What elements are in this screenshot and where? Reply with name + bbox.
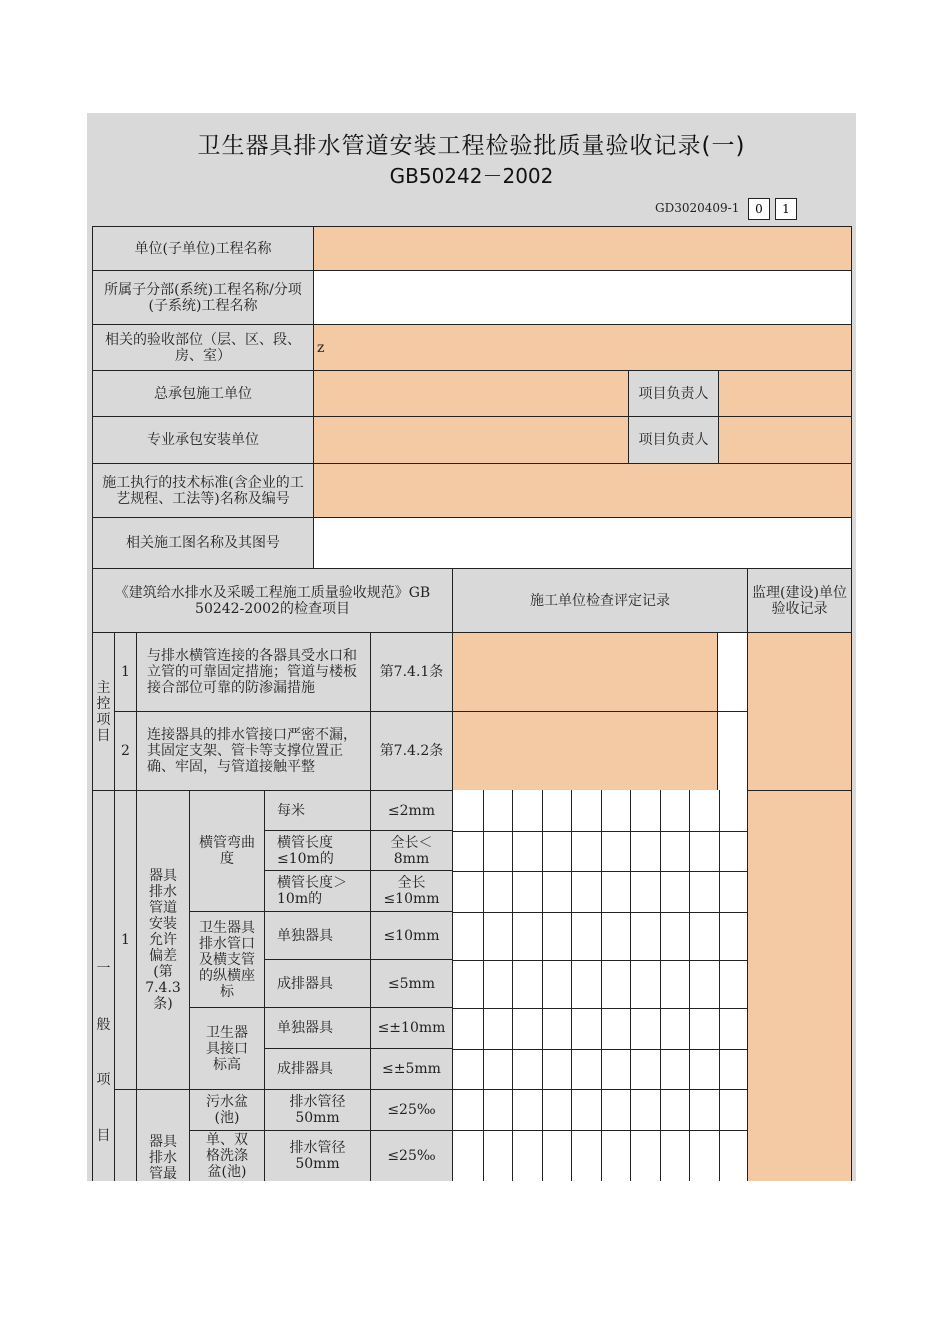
- grid-col-line: [719, 790, 720, 1181]
- row-7-value: ≤±5mm: [370, 1048, 453, 1090]
- row-2-value: 全长＜8mm: [370, 830, 453, 871]
- measurement-grid[interactable]: [452, 790, 749, 1181]
- special-contractor-input[interactable]: [313, 416, 629, 464]
- row-5-name: 成排器具: [264, 959, 371, 1008]
- row-6-name: 单独器具: [264, 1007, 371, 1049]
- row-5-value: ≤5mm: [370, 959, 453, 1008]
- grid-row-line: [453, 912, 749, 913]
- main-control-group-label: 主控项目: [92, 632, 115, 791]
- general-group-char-1: 一: [96, 961, 111, 977]
- grid-row-line: [453, 960, 749, 961]
- tech-standard-input[interactable]: [313, 463, 852, 518]
- grid-col-line: [483, 790, 484, 1181]
- main-item-2-record[interactable]: [452, 711, 718, 791]
- row-4-name: 单独器具: [264, 911, 371, 960]
- general-item-1-no: 1: [114, 790, 137, 1090]
- general-contractor-input[interactable]: [313, 370, 629, 417]
- pm-input-2[interactable]: [718, 416, 852, 464]
- form-sheet: [87, 113, 856, 1181]
- main-item-1-text: 与排水横管连接的各器具受水口和立管的可靠固定措施；管道与楼板接合部位可靠的防渗漏措施: [136, 632, 371, 712]
- cat-bend: 横管弯曲度: [189, 790, 265, 912]
- row-3-name: 横管长度＞10m的: [264, 870, 371, 912]
- row-9-value: ≤25‰: [370, 1130, 453, 1181]
- cat-coord: 卫生器具排水管口及横支管的纵横座标: [189, 911, 265, 1008]
- grid-col-line: [601, 790, 602, 1181]
- pm-label-2: 项目负责人: [628, 416, 719, 464]
- general-group-label: [92, 790, 115, 1181]
- general-item-1-label: 器具排水管道安装允许偏差(第7.4.3条): [136, 790, 190, 1090]
- row-1-value: ≤2mm: [370, 790, 453, 831]
- row-8-value: ≤25‰: [370, 1089, 453, 1131]
- location-input[interactable]: z: [313, 324, 852, 371]
- spec-header: 《建筑给水排水及采暖工程施工质量验收规范》GB 50242-2002的检查项目: [92, 568, 453, 633]
- main-item-1-clause: 第7.4.1条: [370, 632, 453, 712]
- general-item-2-no: [114, 1089, 137, 1181]
- form-title: 卫生器具排水管道安装工程检验批质量验收记录(一): [197, 133, 746, 159]
- main-item-2-text: 连接器具的排水管接口严密不漏，其固定支架、管卡等支撑位置正确、牢固，与管道接触平整: [136, 711, 371, 791]
- grid-col-line: [571, 790, 572, 1181]
- form-code-box-2[interactable]: 1: [775, 198, 797, 220]
- tech-standard-label: 施工执行的技术标准(含企业的工艺规程、工法等)名称及编号: [92, 463, 314, 518]
- row-8-cat: 污水盆(池): [189, 1089, 265, 1131]
- grid-row-line: [453, 1130, 749, 1131]
- row-6-value: ≤±10mm: [370, 1007, 453, 1049]
- unit-project-input[interactable]: [313, 226, 852, 271]
- row-9-cat: 单、双格洗涤盆(池): [189, 1130, 265, 1181]
- row-4-value: ≤10mm: [370, 911, 453, 960]
- grid-row-line: [453, 871, 749, 872]
- main-item-2-no: 2: [114, 711, 137, 791]
- grid-col-line: [630, 790, 631, 1181]
- form-code-box-1[interactable]: 0: [748, 198, 770, 220]
- grid-row-line: [453, 1089, 749, 1090]
- main-item-2-clause: 第7.4.2条: [370, 711, 453, 791]
- unit-project-label: 单位(子单位)工程名称: [92, 226, 314, 271]
- grid-col-line: [512, 790, 513, 1181]
- main-item-1-no: 1: [114, 632, 137, 712]
- general-group-char-4: 目: [96, 1127, 111, 1144]
- location-label: 相关的验收部位（层、区、段、房、室）: [92, 324, 314, 371]
- main-item-1-record-extra[interactable]: [717, 632, 748, 712]
- main-item-2-record-extra[interactable]: [717, 711, 748, 791]
- pm-label-1: 项目负责人: [628, 370, 719, 417]
- main-item-1-record[interactable]: [452, 632, 718, 712]
- general-contractor-label: 总承包施工单位: [92, 370, 314, 417]
- grid-col-line: [660, 790, 661, 1181]
- pm-input-1[interactable]: [718, 370, 852, 417]
- general-group-char-2: 般: [96, 1016, 111, 1033]
- row-1-name: 每米: [264, 790, 371, 831]
- general-group-char-3: 项: [96, 1072, 111, 1088]
- contractor-record-header: 施工单位检查评定记录: [452, 568, 748, 633]
- row-2-name: 横管长度≤10m的: [264, 830, 371, 871]
- grid-col-line: [689, 790, 690, 1181]
- form-code: GD3020409-1: [655, 201, 740, 215]
- general-supervisor-cell[interactable]: [747, 790, 852, 1181]
- row-9-name: 排水管径50mm: [264, 1130, 371, 1181]
- form-standard: GB50242－2002: [389, 164, 554, 188]
- sub-project-input[interactable]: [313, 270, 852, 325]
- grid-row-line: [453, 1049, 749, 1050]
- grid-row-line: [453, 831, 749, 832]
- special-contractor-label: 专业承包安装单位: [92, 416, 314, 464]
- sub-project-label: 所属子分部(系统)工程名称/分项(子系统)工程名称: [92, 270, 314, 325]
- grid-col-line: [542, 790, 543, 1181]
- drawing-label: 相关施工图名称及其图号: [92, 517, 314, 569]
- row-8-name: 排水管径50mm: [264, 1089, 371, 1131]
- main-control-supervisor-cell[interactable]: [747, 632, 852, 792]
- general-item-2-label: 器具排水管最: [136, 1089, 190, 1181]
- grid-row-line: [453, 1008, 749, 1009]
- drawing-input[interactable]: [313, 517, 852, 569]
- row-3-value: 全长≤10mm: [370, 870, 453, 912]
- cat-elev: 卫生器具接口标高: [189, 1007, 265, 1090]
- row-7-name: 成排器具: [264, 1048, 371, 1090]
- supervisor-record-header: 监理(建设)单位验收记录: [747, 568, 852, 633]
